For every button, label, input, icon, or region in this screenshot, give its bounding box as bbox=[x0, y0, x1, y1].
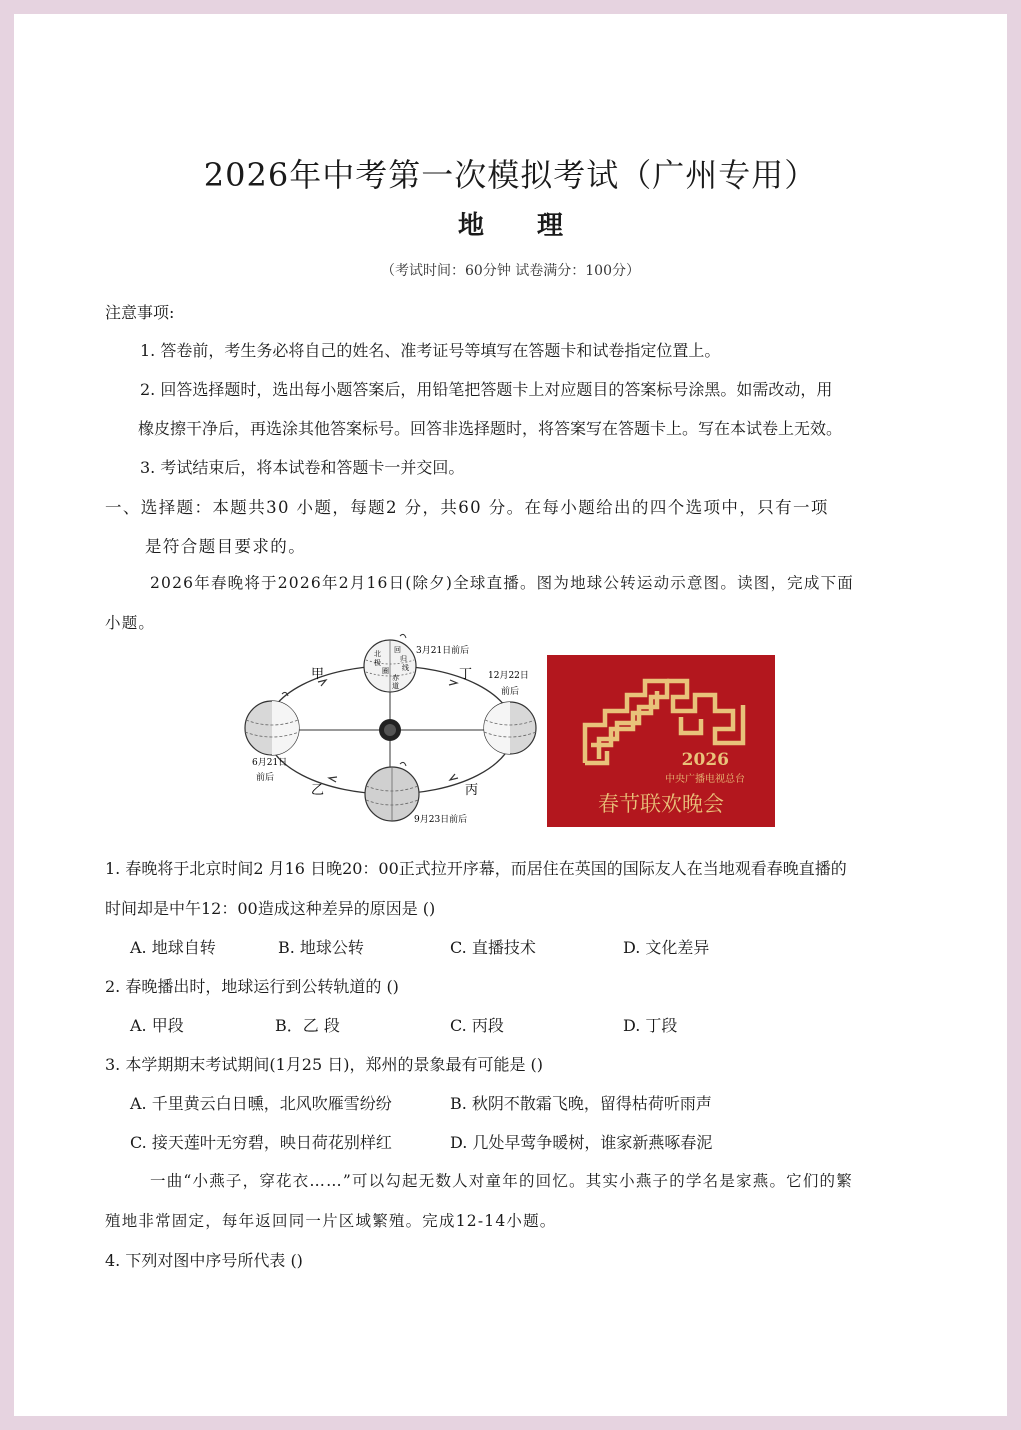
section-1-heading-line-2: 是符合题目要求的。 bbox=[145, 537, 307, 556]
intro-2-line-2: 殖地非常固定，每年返回同一片区域繁殖。完成12-14小题。 bbox=[105, 1212, 557, 1230]
svg-text:回: 回 bbox=[394, 646, 401, 654]
notice-item-3: 3. 考试结束后，将本试卷和答题卡一并交回。 bbox=[140, 458, 465, 477]
orbit-arrow-icon bbox=[329, 777, 337, 782]
notice-item-2-line-1: 2. 回答选择题时，选出每小题答案后，用铅笔把答题卡上对应题目的答案标号涂黑。如需改动，用 bbox=[140, 380, 833, 399]
earth-globe-left bbox=[245, 692, 299, 755]
svg-text:赤: 赤 bbox=[392, 674, 399, 682]
date-label-march: 3月21日前后 bbox=[416, 646, 470, 656]
date-label-september: 9月23日前后 bbox=[414, 815, 468, 825]
earth-globe-top bbox=[364, 634, 416, 692]
gala-name: 春节联欢晚会 bbox=[598, 792, 724, 816]
segment-label-ding: 丁 bbox=[459, 667, 473, 682]
exam-title: 2026年中考第一次模拟考试（广州专用） bbox=[203, 156, 818, 194]
orbit-arrow-icon bbox=[450, 774, 458, 780]
question-1-option-b: B. 地球公转 bbox=[278, 938, 364, 957]
svg-text:归: 归 bbox=[400, 655, 407, 663]
subject-title: 地 理 bbox=[457, 211, 586, 241]
section-1-heading-line-1: 一、选择题：本题共30 小题，每题2 分，共60 分。在每小题给出的四个选项中，只有一项 bbox=[105, 498, 829, 517]
date-label-june-1: 6月21日 bbox=[252, 758, 288, 768]
question-3-option-c: C. 接天莲叶无穷碧，映日荷花别样红 bbox=[130, 1133, 392, 1152]
svg-text:道: 道 bbox=[392, 682, 399, 690]
notice-item-2-line-2: 橡皮擦干净后，再选涂其他答案标号。回答非选择题时，将答案写在答题卡上。写在本试卷上无效。 bbox=[138, 419, 843, 438]
question-2-option-b: B．乙 段 bbox=[275, 1016, 340, 1035]
date-label-june-2: 前后 bbox=[256, 773, 275, 783]
svg-text:圈: 圈 bbox=[382, 667, 389, 675]
question-2-option-c: C. 丙段 bbox=[450, 1016, 504, 1035]
earth-globe-right bbox=[484, 702, 536, 754]
spring-gala-logo bbox=[547, 655, 775, 827]
question-3-option-b: B. 秋阴不散霜飞晚，留得枯荷听雨声 bbox=[450, 1094, 712, 1113]
segment-label-jia: 甲 bbox=[311, 667, 325, 682]
svg-text:线: 线 bbox=[402, 664, 409, 672]
question-1-option-d: D. 文化差异 bbox=[623, 938, 710, 957]
orbit-arrow-icon bbox=[449, 680, 457, 685]
svg-text:北: 北 bbox=[374, 650, 381, 658]
segment-label-yi: 乙 bbox=[311, 783, 325, 798]
exam-meta: （考试时间：60分钟 试卷满分：100分） bbox=[381, 263, 640, 279]
question-3-option-d: D. 几处早莺争暖树，谁家新燕啄春泥 bbox=[450, 1133, 713, 1152]
question-1-option-a: A. 地球自转 bbox=[130, 938, 216, 957]
notice-heading: 注意事项: bbox=[105, 303, 175, 322]
intro-2-line-1: 一曲“小燕子，穿花衣……”可以勾起无数人对童年的回忆。其实小燕子的学名是家燕。它们的繁 bbox=[150, 1172, 853, 1190]
earth-orbit-diagram bbox=[240, 632, 545, 832]
gala-year: 2026 bbox=[681, 750, 729, 770]
question-1-line-1: 1. 春晚将于北京时间2 月16 日晚20：00正式拉开序幕，而居住在英国的国际友人在当地观看春晚直播的 bbox=[105, 859, 847, 878]
gala-organizer: 中央广播电视总台 bbox=[665, 774, 745, 785]
notice-item-1: 1. 答卷前，考生务必将自己的姓名、准考证号等填写在答题卡和试卷指定位置上。 bbox=[140, 341, 721, 360]
question-1-option-c: C. 直播技术 bbox=[450, 938, 536, 957]
question-3: 3. 本学期期末考试期间(1月25 日)，郑州的景象最有可能是 () bbox=[105, 1055, 544, 1074]
date-label-december-1: 12月22日 bbox=[488, 671, 529, 681]
question-1-line-2: 时间却是中午12：00造成这种差异的原因是 () bbox=[105, 899, 436, 918]
question-2-option-d: D. 丁段 bbox=[623, 1016, 678, 1035]
svg-text:极: 极 bbox=[374, 659, 381, 667]
segment-label-bing: 丙 bbox=[465, 783, 479, 798]
sun bbox=[379, 719, 401, 741]
question-3-option-a: A. 千里黄云白日曛，北风吹雁雪纷纷 bbox=[130, 1094, 392, 1113]
intro-1-line-2: 小题。 bbox=[105, 614, 156, 632]
date-label-december-2: 前后 bbox=[501, 687, 520, 697]
question-2-option-a: A. 甲段 bbox=[130, 1016, 184, 1035]
question-2: 2. 春晚播出时，地球运行到公转轨道的 () bbox=[105, 977, 399, 996]
earth-globe-bottom bbox=[365, 762, 419, 821]
question-4: 4. 下列对图中序号所代表 () bbox=[105, 1251, 303, 1270]
intro-1-line-1: 2026年春晚将于2026年2月16日(除夕)全球直播。图为地球公转运动示意图。读图，完成下面 bbox=[150, 574, 854, 592]
